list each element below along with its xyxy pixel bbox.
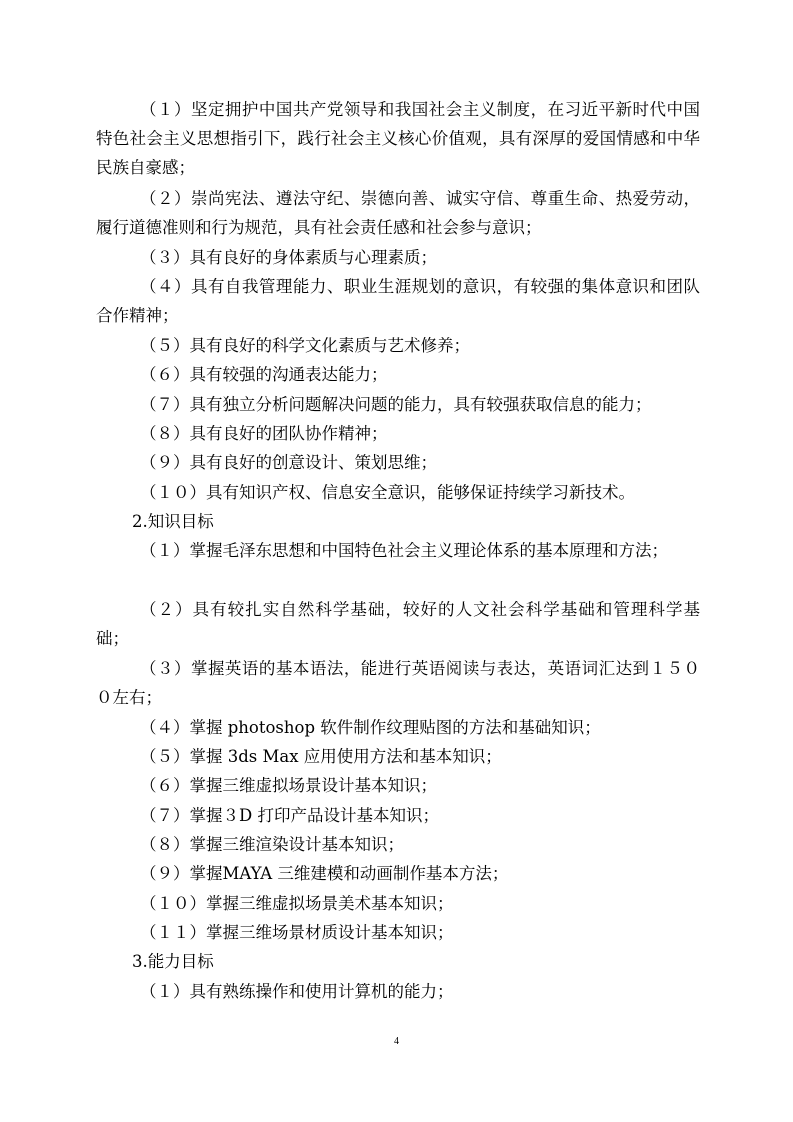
knowledge-item-11: （１１）掌握三维场景材质设计基本知识； (140, 923, 454, 942)
ability-heading: 3.能力目标 (132, 952, 214, 971)
quality-item-9: （９）具有良好的创意设计、策划思维； (140, 453, 437, 472)
knowledge-item-5: （５）掌握 3ds Max 应用使用方法和基本知识； (140, 747, 502, 766)
quality-item-5: （５）具有良好的科学文化素质与艺术修养； (140, 336, 470, 355)
page-number: 4 (394, 1036, 399, 1047)
quality-item-8: （８）具有良好的团队协作精神； (140, 424, 388, 443)
quality-item-1: （１）坚定拥护中国共产党领导和我国社会主义制度，在习近平新时代中国特色社会主义思想指引下，践行社会主义核心价值观，具有深厚的爱国情感和中华民族自豪感； (96, 100, 700, 178)
knowledge-item-10: （１０）掌握三维虚拟场景美术基本知识； (140, 894, 454, 913)
knowledge-item-1: （１）掌握毛泽东思想和中国特色社会主义理论体系的基本原理和方法； (140, 541, 668, 560)
quality-item-2: （２）崇尚宪法、遵法守纪、崇德向善、诚实守信、尊重生命、热爱劳动，履行道德准则和行为规范，具有社会责任感和社会参与意识； (96, 189, 700, 238)
knowledge-item-6: （６）掌握三维虚拟场景设计基本知识； (140, 776, 437, 795)
knowledge-heading: 2.知识目标 (132, 512, 214, 531)
quality-item-3: （３）具有良好的身体素质与心理素质； (140, 248, 437, 267)
knowledge-item-2: （２）具有较扎实自然科学基础，较好的人文社会科学基础和管理科学基础； (96, 600, 700, 649)
quality-item-4: （４）具有自我管理能力、职业生涯规划的意识，有较强的集体意识和团队合作精神； (96, 277, 700, 326)
knowledge-item-3: （３）掌握英语的基本语法，能进行英语阅读与表达，英语词汇达到１５００左右； (96, 659, 700, 708)
knowledge-item-8: （８）掌握三维渲染设计基本知识； (140, 835, 404, 854)
quality-item-10: （１０）具有知识产权、信息安全意识，能够保证持续学习新技术。 (140, 483, 635, 502)
ability-item-1: （１）具有熟练操作和使用计算机的能力； (140, 982, 454, 1001)
knowledge-item-9: （９）掌握MAYA 三维建模和动画制作基本方法； (140, 864, 509, 883)
quality-item-7: （７）具有独立分析问题解决问题的能力，具有较强获取信息的能力； (140, 395, 652, 414)
knowledge-item-4: （４）掌握 photoshop 软件制作纹理贴图的方法和基础知识； (140, 718, 601, 737)
knowledge-item-7: （７）掌握３D 打印产品设计基本知识； (140, 806, 439, 825)
quality-item-6: （６）具有较强的沟通表达能力； (140, 365, 388, 384)
